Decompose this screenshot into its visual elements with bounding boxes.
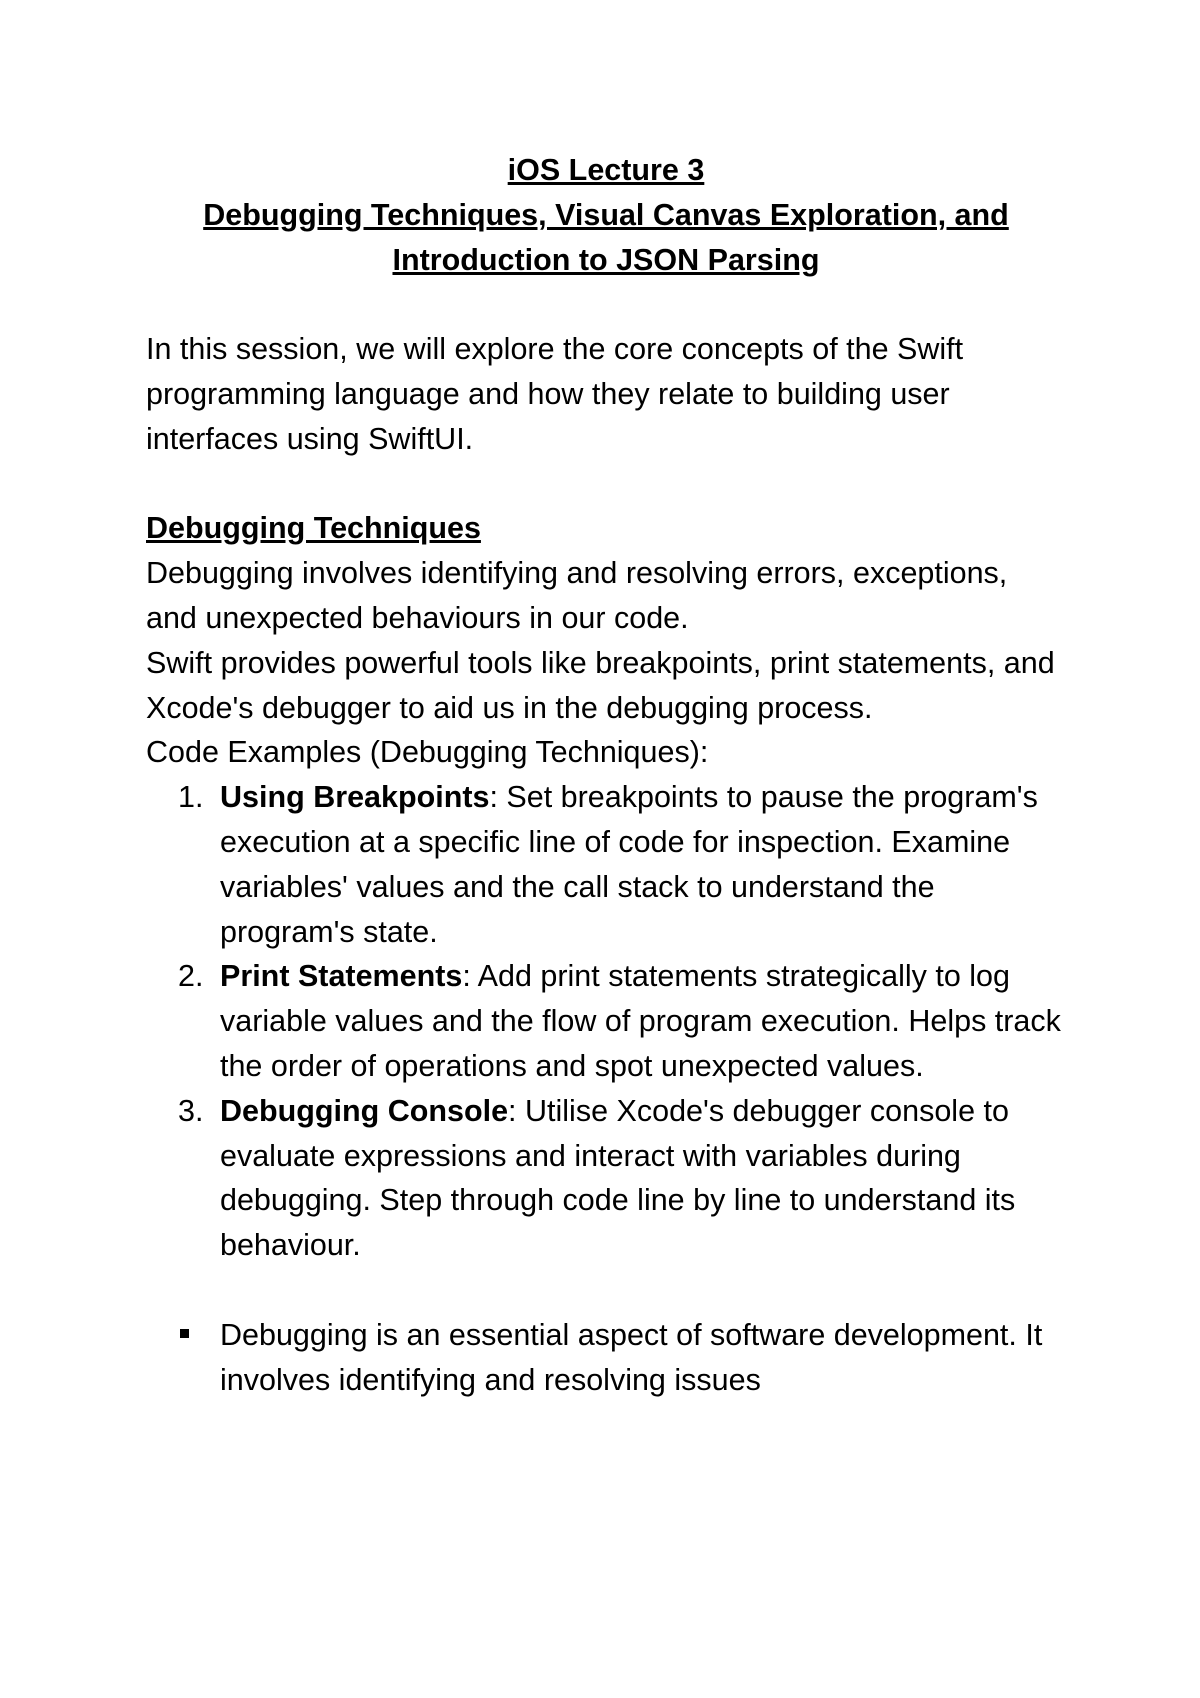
document-title	[146, 148, 1066, 282]
bullet-text: Debugging is an essential aspect of software development. It involves identifying and resolving issues	[220, 1317, 1043, 1397]
intro-paragraph: In this session, we will explore the core concepts of the Swift programming language and how they relate to building user interfaces using SwiftUI.	[146, 332, 964, 456]
list-item-term: Debugging Console	[220, 1093, 509, 1128]
debugging-paragraph-2: Swift provides powerful tools like breakpoints, print statements, and Xcode's debugger to aid us in the debugging process.	[146, 645, 1055, 725]
list-item-text: Add print statements strategically to log variable values and the flow of program execution. Helps track the order of operations and spot unexpected values.	[220, 959, 1061, 1083]
title-line-2: Debugging Techniques, Visual Canvas Exploration, and	[203, 197, 1009, 232]
notes-list	[146, 1313, 1066, 1403]
section-heading-debugging: Debugging Techniques	[146, 511, 481, 546]
document-content	[146, 148, 1066, 1402]
list-item	[220, 1313, 1066, 1403]
list-item-term: Print Statements	[220, 959, 463, 994]
list-item	[178, 954, 1066, 1088]
list-item	[178, 775, 1066, 954]
list-item	[178, 1089, 1066, 1268]
list-item-text: Set breakpoints to pause the program's execution at a specific line of code for inspection. Examine variables' values and the call stack to understand the program's state.	[220, 780, 1038, 949]
list-item-separator: :	[462, 959, 471, 994]
spacer	[146, 1268, 1066, 1313]
list-number: 3.	[178, 1093, 204, 1128]
title-line-1: iOS Lecture 3	[507, 153, 705, 187]
square-bullet-icon	[180, 1329, 189, 1338]
techniques-list	[146, 775, 1066, 1268]
list-item-separator: :	[508, 1093, 517, 1128]
list-item-separator: :	[489, 780, 498, 815]
list-number: 1.	[178, 780, 204, 815]
list-item-term: Using Breakpoints	[220, 780, 490, 815]
spacer	[146, 282, 1066, 327]
spacer	[146, 462, 1066, 507]
title-line-3: Introduction to JSON Parsing	[392, 242, 820, 277]
code-examples-label: Code Examples (Debugging Techniques):	[146, 735, 709, 770]
list-item-text: Utilise Xcode's debugger console to evaluate expressions and interact with variables during debugging. Step through code line by line to understand its behaviour.	[220, 1093, 1016, 1263]
list-number: 2.	[178, 959, 204, 994]
debugging-paragraph-1: Debugging involves identifying and resolving errors, exceptions, and unexpected behaviours in our code.	[146, 556, 1008, 635]
